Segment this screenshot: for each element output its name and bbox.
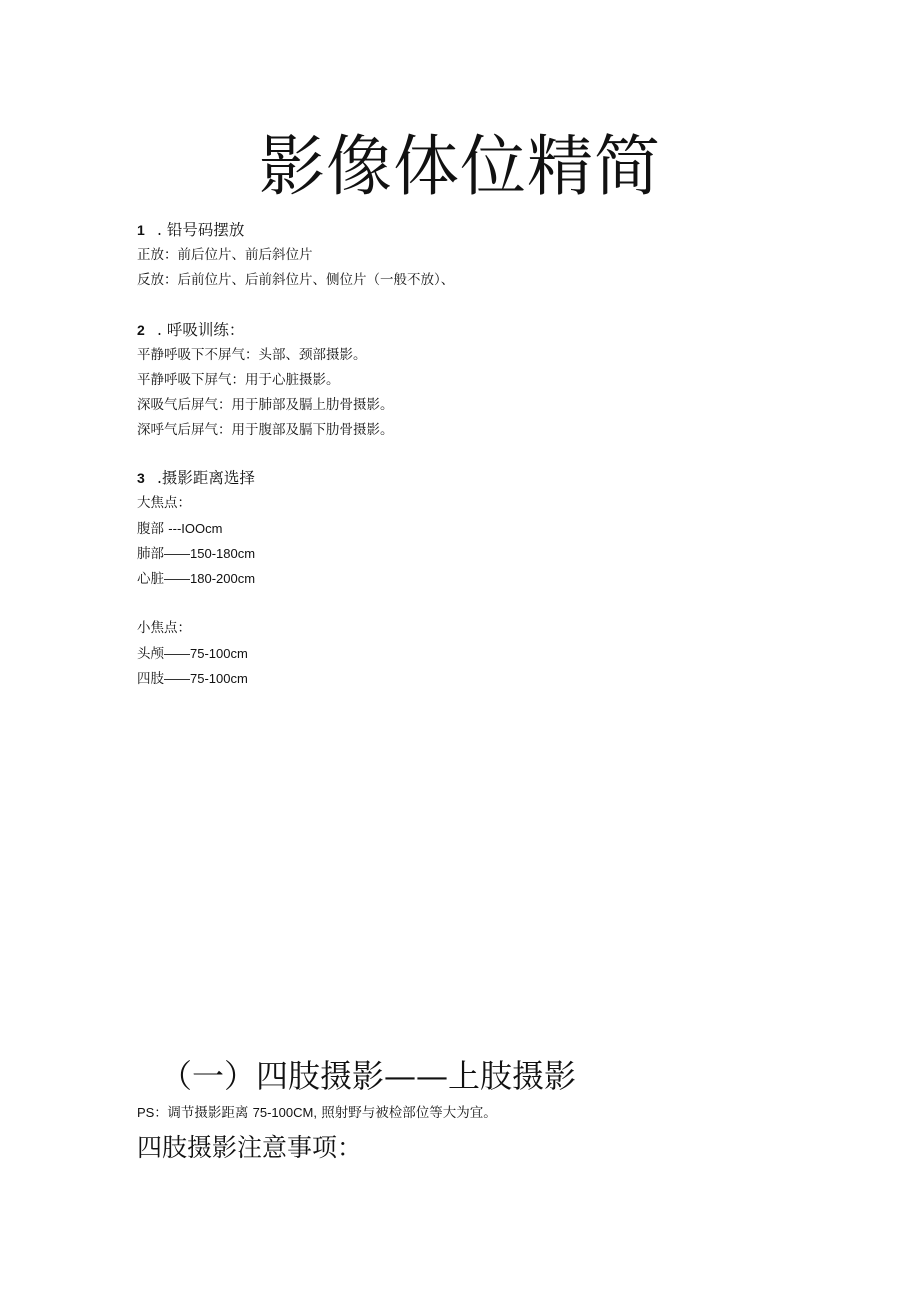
large-focus-label: 大焦点： — [137, 495, 191, 511]
section-number: 2 — [137, 322, 145, 338]
section-heading — [137, 218, 837, 243]
ps-text: 照射野与被检部位等大为宜。 — [316, 1105, 497, 1121]
section-lead-markers — [137, 218, 837, 293]
section-heading — [137, 318, 837, 343]
text-line: 深呼气后屏气：用于腹部及膈下肋骨摄影。 — [137, 422, 394, 438]
body-part: 头颅 — [137, 646, 164, 662]
distance-value: ——180-200cm — [164, 571, 256, 586]
distance-item — [137, 516, 837, 541]
section-heading-text: . 呼吸训练： — [157, 321, 245, 339]
distance-item — [137, 666, 837, 691]
section-heading-text: .摄影距离选择 — [157, 469, 255, 487]
ps-prefix: PS： — [137, 1105, 168, 1120]
body-part: 肺部 — [137, 546, 164, 562]
text-line: 反放：后前位片、后前斜位片、侧位片（一般不放）、 — [137, 272, 455, 288]
spacer — [137, 591, 837, 616]
section-breathing — [137, 318, 837, 443]
body-part: 四肢 — [137, 671, 164, 687]
text-line: 平静呼吸下不屏气：头部、颈部摄影。 — [137, 347, 367, 363]
limb-section-title: （一）四肢摄影——上肢摄影 — [160, 1057, 577, 1095]
ps-text: 调节摄影距离 — [167, 1105, 253, 1121]
distance-item — [137, 641, 837, 666]
distance-value: ——150-180cm — [164, 546, 256, 561]
page-title: 影像体位精简 — [259, 128, 661, 205]
text-line: 深吸气后屏气：用于肺部及膈上肋骨摄影。 — [137, 397, 394, 413]
distance-value: ---IOOcm — [168, 521, 223, 536]
section-number: 1 — [137, 222, 145, 238]
section-number: 3 — [137, 470, 145, 486]
text-line: 平静呼吸下屏气：用于心脏摄影。 — [137, 372, 340, 388]
distance-value: ——75-100cm — [164, 671, 248, 686]
ps-note — [137, 1101, 497, 1125]
ps-distance: 75-100CM, — [252, 1105, 317, 1120]
small-focus-label: 小焦点： — [137, 620, 191, 636]
section-heading-text: . 铅号码摆放 — [157, 221, 245, 239]
section-heading — [137, 466, 837, 491]
distance-value: ——75-100cm — [164, 646, 248, 661]
text-line: 正放：前后位片、前后斜位片 — [137, 247, 313, 263]
notes-title: 四肢摄影注意事项： — [137, 1133, 363, 1162]
body-part: 腹部 — [137, 521, 169, 537]
body-part: 心脏 — [137, 571, 164, 587]
section-distance — [137, 466, 837, 691]
distance-item — [137, 566, 837, 591]
distance-item — [137, 541, 837, 566]
